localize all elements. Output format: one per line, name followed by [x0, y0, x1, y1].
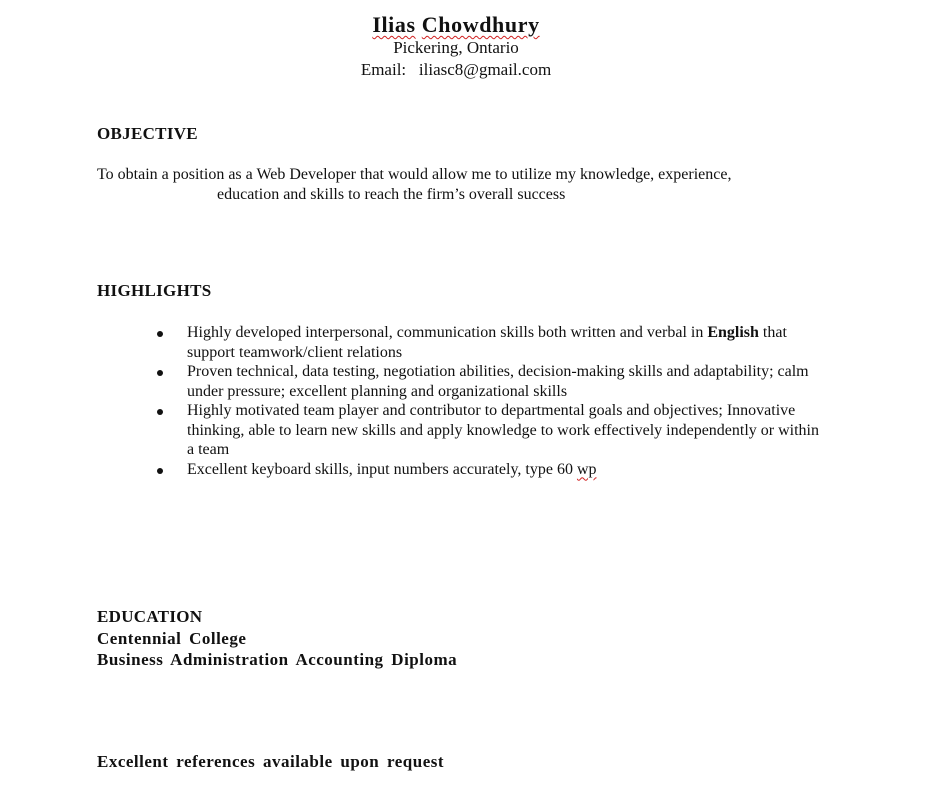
- name-first: Ilias: [372, 12, 416, 37]
- location: Pickering, Ontario: [393, 38, 519, 57]
- name-last: Chowdhury: [421, 12, 540, 37]
- emphasis-english: English: [707, 324, 759, 341]
- highlights-heading: HIGHLIGHTS: [97, 281, 212, 300]
- spellcheck-flagged-word: wp: [576, 460, 597, 478]
- bullet-icon: [157, 331, 163, 337]
- email-label: Email:: [360, 60, 407, 79]
- education-heading: EDUCATION: [97, 607, 203, 626]
- bullet-icon: [157, 409, 163, 415]
- email-value: iliasc8@gmail.com: [418, 60, 552, 79]
- bullet-icon: [157, 370, 163, 376]
- list-item: Excellent keyboard skills, input numbers accurately, type 60 wp: [157, 460, 827, 480]
- list-item: Proven technical, data testing, negotiation abilities, decision-making skills and adaptability; calm under pressure; excellent planning and organizational skills: [157, 362, 827, 401]
- objective-line-1: To obtain a position as a Web Developer that would allow me to utilize my knowledge, experience,: [97, 166, 732, 183]
- list-item: Highly developed interpersonal, communication skills both written and verbal in English that support teamwork/client relations: [157, 323, 827, 362]
- bullet-icon: [157, 468, 163, 474]
- references-note: Excellent references available upon request: [97, 752, 445, 771]
- resume-name: [0, 12, 912, 38]
- education-program: Business Administration Accounting Diploma: [97, 650, 458, 669]
- list-item: Highly motivated team player and contributor to departmental goals and objectives; Innovative thinking, able to learn new skills and apply knowledge to work effectively independently or within a team: [157, 401, 827, 460]
- education-school: Centennial College: [97, 629, 247, 648]
- objective-line-2: education and skills to reach the firm’s overall success: [217, 186, 566, 203]
- highlights-list: [157, 323, 827, 479]
- objective-heading: OBJECTIVE: [97, 124, 198, 143]
- email-line: [0, 60, 912, 80]
